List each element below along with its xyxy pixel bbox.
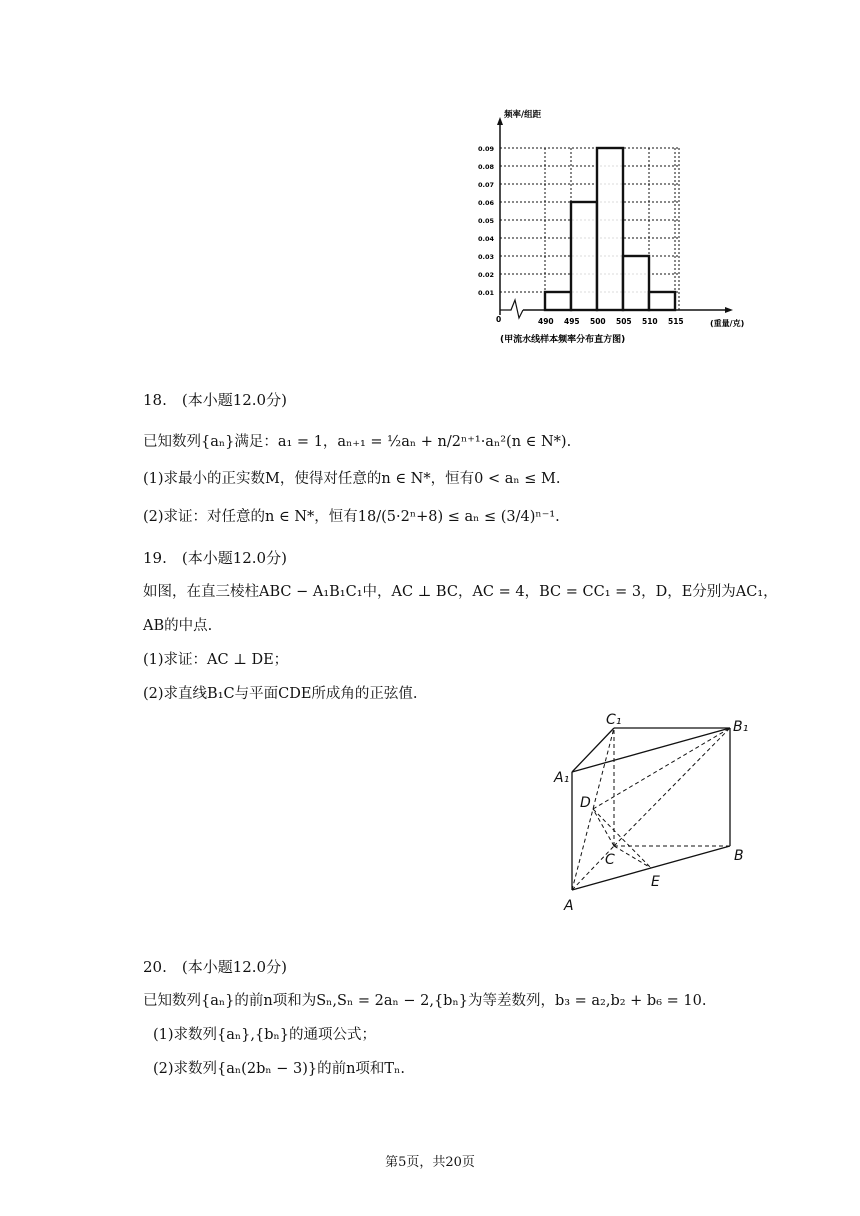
label-A1: A₁ xyxy=(554,770,570,786)
label-C1: C₁ xyxy=(606,712,622,728)
y-tick-label-3: 0.04 xyxy=(478,235,495,243)
y-tick-label-5: 0.06 xyxy=(478,199,495,207)
segment-C-B1 xyxy=(614,728,730,846)
label-B: B xyxy=(734,848,744,864)
y-tick-label-2: 0.03 xyxy=(478,253,495,261)
x-tick-label-3: 505 xyxy=(616,317,632,326)
q18-line1: 已知数列{aₙ}满足：a₁ = 1，aₙ₊₁ = ½aₙ + n/2ⁿ⁺¹·aₙ²(n ∈ N*). xyxy=(143,434,572,450)
y-tick-label-4: 0.05 xyxy=(478,217,495,225)
y-tick-label-7: 0.08 xyxy=(478,163,495,171)
x-tick-label-1: 495 xyxy=(564,317,580,326)
q18-line3: (2)求证：对任意的n ∈ N*，恒有18/(5·2ⁿ+8) ≤ aₙ ≤ (3/4)ⁿ⁻¹. xyxy=(143,509,560,525)
q19-line3: (1)求证：AC ⊥ DE； xyxy=(143,652,289,668)
q20-line1: 已知数列{aₙ}的前n项和为Sₙ,Sₙ = 2aₙ − 2,{bₙ}为等差数列，b₃ = a₂,b₂ + b₆ = 10. xyxy=(143,993,707,1009)
q18-line2: (1)求最小的正实数M，使得对任意的n ∈ N*，恒有0 < aₙ ≤ M. xyxy=(143,471,561,487)
label-D: D xyxy=(580,795,591,811)
y-tick-label-6: 0.07 xyxy=(478,181,495,189)
label-E: E xyxy=(651,874,660,890)
prism-figure xyxy=(552,708,772,918)
q19-line1: 如图，在直三棱柱ABC − A₁B₁C₁中，AC ⊥ BC，AC = 4，BC = CC₁ = 3，D，E分别为AC₁， xyxy=(143,584,778,600)
y-tick-label-1: 0.02 xyxy=(478,271,495,279)
q20-heading: 20. (本小题12.0分) xyxy=(143,958,287,976)
histogram-x-arrow xyxy=(725,307,733,313)
q19-heading: 19. (本小题12.0分) xyxy=(143,549,287,567)
x-tick-label-0: 490 xyxy=(538,317,554,326)
histogram-ylabel: 频率/组距 xyxy=(504,110,542,120)
q19-line4: (2)求直线B₁C与平面CDE所成角的正弦值. xyxy=(143,686,418,702)
histogram-origin: 0 xyxy=(496,315,502,324)
label-C: C xyxy=(605,852,615,868)
edge-A1-B1 xyxy=(572,728,730,772)
histogram-caption: (甲流水线样本频率分布直方图) xyxy=(500,335,626,345)
label-B1: B₁ xyxy=(733,719,749,735)
q18-heading: 18. (本小题12.0分) xyxy=(143,391,287,409)
histogram-bar-0 xyxy=(545,292,571,310)
histogram-bar-1 xyxy=(571,202,597,310)
histogram-bar-2 xyxy=(597,148,623,310)
y-tick-label-8: 0.09 xyxy=(478,145,495,153)
histogram-y-arrow xyxy=(497,117,503,125)
q20-line3: (2)求数列{aₙ(2bₙ − 3)}的前n项和Tₙ. xyxy=(153,1061,405,1077)
label-A: A xyxy=(564,898,574,914)
x-tick-label-5: 515 xyxy=(668,317,684,326)
q20-line2: (1)求数列{aₙ},{bₙ}的通项公式； xyxy=(153,1027,377,1043)
histogram-bar-3 xyxy=(623,256,649,310)
y-tick-label-0: 0.01 xyxy=(478,289,495,297)
histogram-chart xyxy=(478,100,778,350)
x-tick-label-4: 510 xyxy=(642,317,658,326)
histogram-xlabel: (重量/克) xyxy=(710,319,745,328)
histogram-axis-break xyxy=(500,300,523,318)
edge-A1-C1 xyxy=(572,728,614,772)
histogram-bar-4 xyxy=(649,292,675,310)
q19-line2: AB的中点. xyxy=(143,618,213,634)
segment-C-D xyxy=(593,809,614,846)
x-tick-label-2: 500 xyxy=(590,317,606,326)
page-footer: 第5页，共20页 xyxy=(385,1155,475,1170)
